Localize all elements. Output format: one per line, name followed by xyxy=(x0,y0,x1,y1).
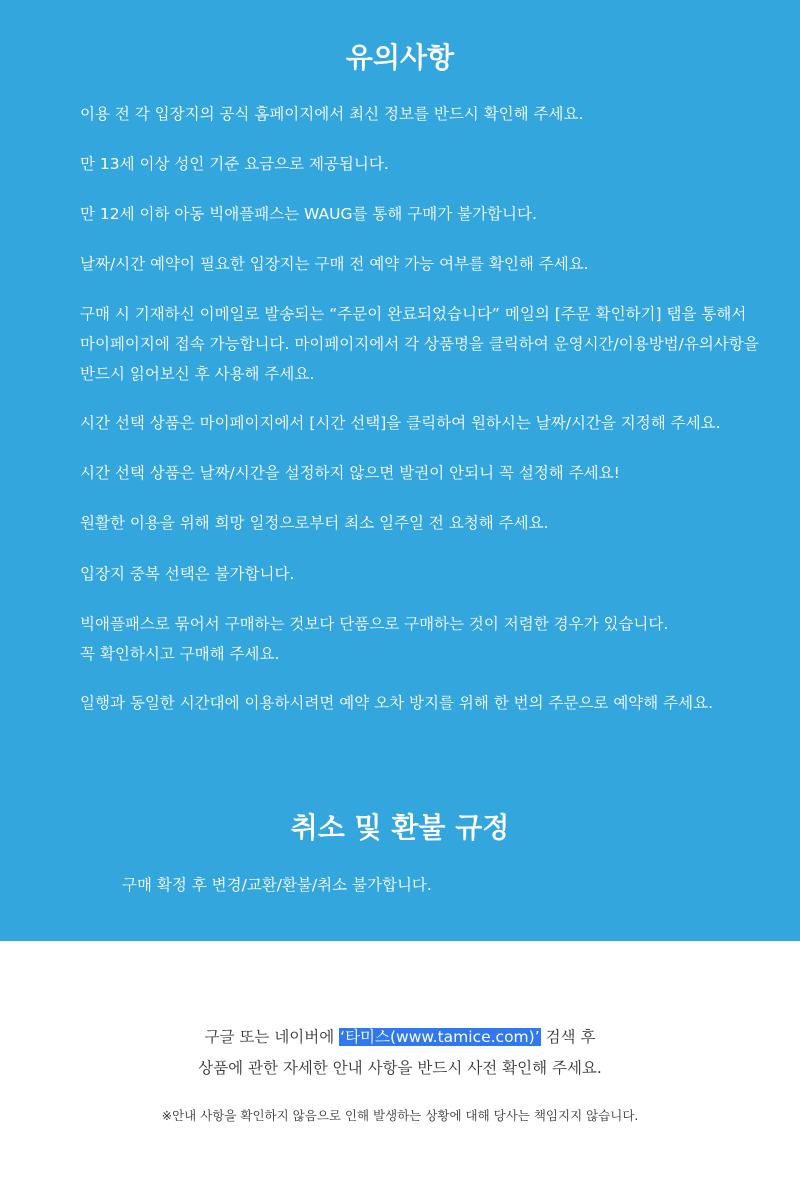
notice-line: 이용 전 각 입장지의 공식 홈페이지에서 최신 정보를 반드시 확인해 주세요. xyxy=(80,105,584,123)
notice-item xyxy=(80,609,760,669)
footer-disclaimer: ※안내 사항을 확인하지 않음으로 인해 발생하는 상황에 대해 당사는 책임지지 않습니다. xyxy=(161,1108,639,1123)
notice-line: 빅애플패스로 묶어서 구매하는 것보다 단품으로 구매하는 것이 저렴한 경우가 있습니다. xyxy=(80,615,669,633)
notice-line: 시간 선택 상품은 날짜/시간을 설정하지 않으면 발권이 안되니 꼭 설정해 주세요! xyxy=(80,464,620,482)
notice-item xyxy=(80,99,760,129)
notice-line: 입장지 중복 선택은 불가합니다. xyxy=(80,565,295,583)
notice-title: 유의사항 xyxy=(345,41,455,74)
notice-line: 만 12세 이하 아동 빅애플패스는 WAUG를 통해 구매가 불가합니다. xyxy=(80,205,537,223)
notice-line: 일행과 동일한 시간대에 이용하시려면 예약 오차 방지를 위해 한 번의 주문으로 예약해 주세요. xyxy=(80,694,714,712)
notice-line: 만 13세 이상 성인 기준 요금으로 제공됩니다. xyxy=(80,155,389,173)
footer-prefix: 구글 또는 네이버에 xyxy=(204,1028,340,1046)
tamice-highlight: ‘타미스(www.tamice.com)’ xyxy=(340,1028,540,1046)
notice-item xyxy=(80,559,760,589)
footer-guide-line: 상품에 관한 자세한 안내 사항을 반드시 사전 확인해 주세요. xyxy=(198,1059,602,1077)
notice-line: 구매 시 기재하신 이메일로 발송되는 “주문이 완료되었습니다” 메일의 [주문 확인하기] 탭을 통해서 xyxy=(80,305,747,323)
notice-item xyxy=(80,299,760,389)
notice-item xyxy=(80,199,760,229)
notice-line: 원활한 이용을 위해 희망 일정으로부터 최소 일주일 전 요청해 주세요. xyxy=(80,514,549,532)
refund-title: 취소 및 환불 규정 xyxy=(290,811,510,844)
footer-suffix: 검색 후 xyxy=(540,1028,596,1046)
notice-item xyxy=(80,508,760,538)
notice-item xyxy=(80,458,760,488)
notice-line: 시간 선택 상품은 마이페이지에서 [시간 선택]을 클릭하여 원하시는 날짜/시간을 지정해 주세요. xyxy=(80,414,721,432)
footer-search-guide xyxy=(0,1025,800,1047)
notice-line: 날짜/시간 예약이 필요한 입장지는 구매 전 예약 가능 여부를 확인해 주세요. xyxy=(80,255,589,273)
notice-item xyxy=(80,149,760,179)
notice-line: 마이페이지에 접속 가능합니다. 마이페이지에서 각 상품명을 클릭하여 운영시간/이용방법/유의사항을 xyxy=(80,335,759,353)
notice-line: 꼭 확인하시고 구매해 주세요. xyxy=(80,645,280,663)
notice-item xyxy=(80,688,760,718)
notice-line: 반드시 읽어보신 후 사용해 주세요. xyxy=(80,365,315,383)
notice-item xyxy=(80,249,760,279)
notice-item xyxy=(80,408,760,438)
refund-text: 구매 확정 후 변경/교환/환불/취소 불가합니다. xyxy=(122,876,432,894)
